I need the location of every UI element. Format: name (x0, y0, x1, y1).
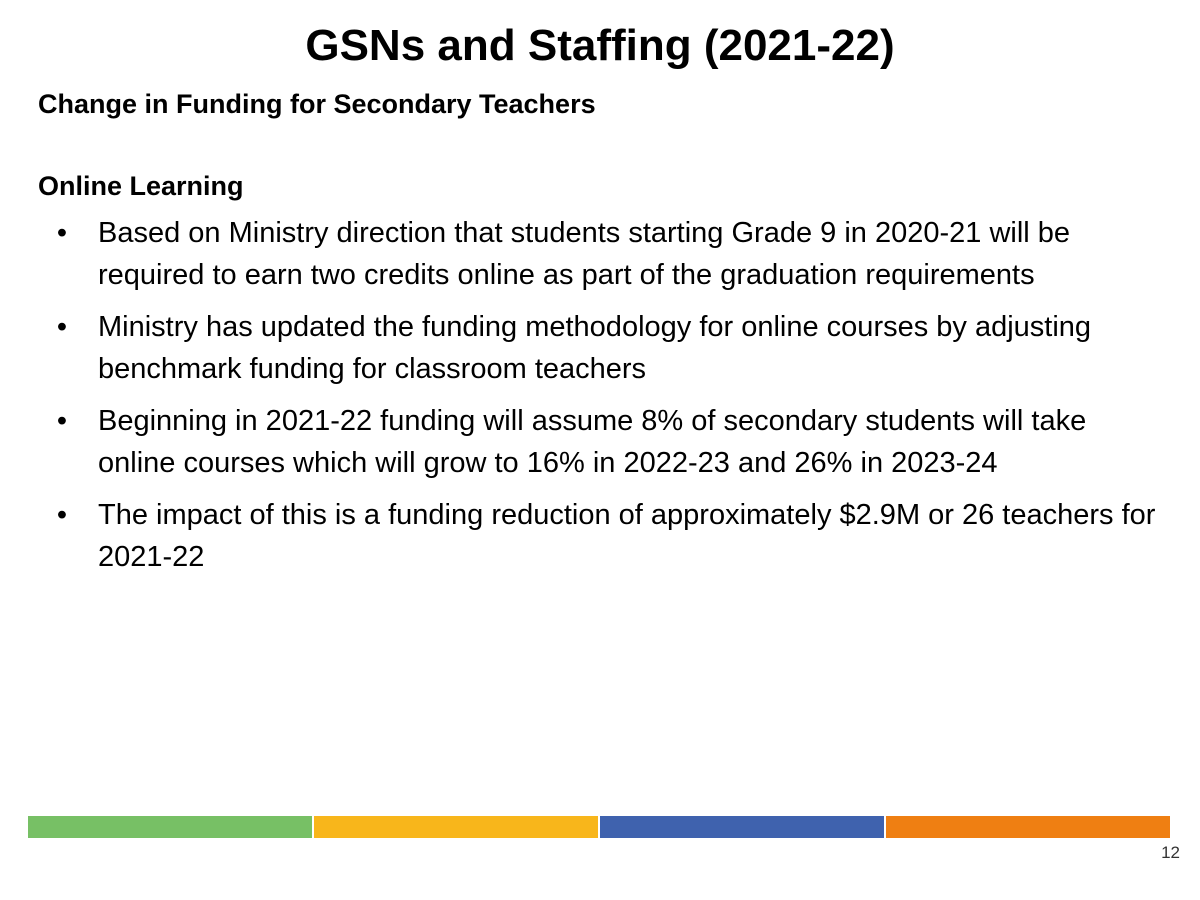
slide-title: GSNs and Staffing (2021-22) (305, 21, 895, 70)
bullet-item (0, 494, 1160, 578)
bullet-dot-icon: • (56, 311, 68, 343)
bullet-dot-icon: • (56, 405, 68, 437)
bullet-text: Based on Ministry direction that students starting Grade 9 in 2020-21 will be required to earn two credits online as part of the graduation requirements (98, 217, 1071, 291)
bullet-list (0, 212, 1160, 588)
color-bar-segment-blue (598, 816, 884, 838)
bullet-dot-icon: • (56, 217, 68, 249)
bullet-item (0, 306, 1160, 390)
bullet-text: Ministry has updated the funding methodology for online courses by adjusting benchmark funding for classroom teachers (98, 311, 1092, 385)
section-heading: Online Learning (38, 171, 244, 201)
color-bar-segment-green (28, 816, 312, 838)
bullet-dot-icon: • (56, 499, 68, 531)
color-bar-segment-orange (884, 816, 1170, 838)
footer-color-bar (28, 816, 1170, 838)
bullet-item (0, 400, 1160, 484)
color-bar-segment-yellow (312, 816, 598, 838)
page-number: 12 (1161, 843, 1180, 862)
bullet-text: Beginning in 2021-22 funding will assume 8% of secondary students will take online courses which will grow to 16% in 2022-23 and 26% in 2023-24 (98, 405, 1087, 479)
bullet-item (0, 212, 1160, 296)
bullet-text: The impact of this is a funding reduction of approximately $2.9M or 26 teachers for 2021-22 (98, 499, 1156, 573)
slide-subtitle: Change in Funding for Secondary Teachers (38, 89, 596, 119)
